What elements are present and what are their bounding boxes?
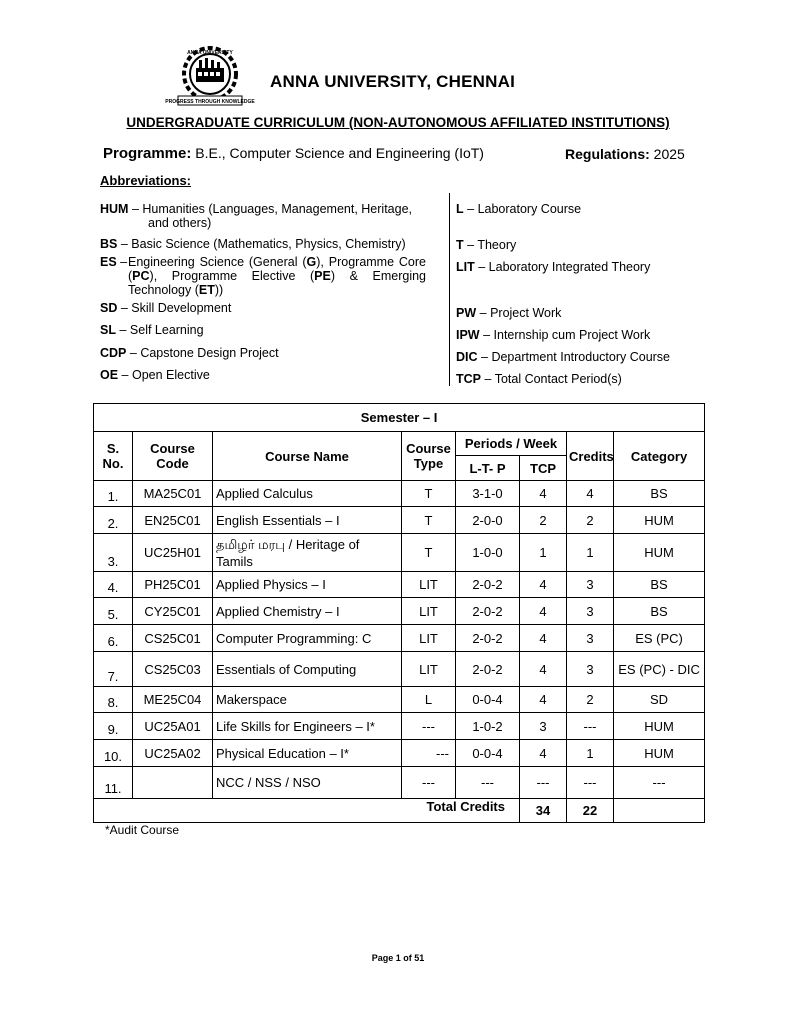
cell-sno: 3.: [94, 534, 133, 572]
cell-ltp: 1-0-2: [456, 713, 520, 740]
cell-tcp: 4: [520, 481, 567, 507]
cell-course-code: CY25C01: [133, 598, 213, 625]
cell-credits: 2: [567, 687, 614, 713]
cell-ltp: 2-0-2: [456, 572, 520, 598]
cell-ltp: ---: [456, 767, 520, 799]
total-credits: 22: [567, 799, 614, 823]
cell-ltp: 1-0-0: [456, 534, 520, 572]
cell-course-code: UC25A01: [133, 713, 213, 740]
table-row: [94, 507, 705, 534]
cell-course-type: T: [402, 507, 456, 534]
cell-course-code: UC25H01: [133, 534, 213, 572]
cell-tcp: 4: [520, 572, 567, 598]
header-ltp: L-T- P: [456, 456, 520, 481]
university-title: ANNA UNIVERSITY, CHENNAI: [270, 72, 516, 91]
cell-course-name: Applied Calculus: [213, 481, 402, 507]
cell-course-code: ME25C04: [133, 687, 213, 713]
cell-sno: 6.: [94, 625, 133, 652]
cell-credits: 3: [567, 652, 614, 687]
cell-course-name: Applied Chemistry – I: [213, 598, 402, 625]
cell-ltp: 2-0-2: [456, 625, 520, 652]
cell-sno: 4.: [94, 572, 133, 598]
cell-ltp: 2-0-2: [456, 652, 520, 687]
cell-course-name: Applied Physics – I: [213, 572, 402, 598]
abbr-sl: SL – Self Learning: [100, 323, 204, 337]
cell-sno: 11.: [94, 767, 133, 799]
header-category: Category: [614, 432, 705, 481]
cell-tcp: 1: [520, 534, 567, 572]
svg-text:ANNA UNIVERSITY: ANNA UNIVERSITY: [187, 50, 233, 56]
abbr-es: ES – Engineering Science (General (G), Programme Core (PC), Programme Elective (PE) & Emerging Technology (ET)): [100, 255, 426, 297]
regulations-value: 2025: [653, 146, 685, 162]
cell-tcp: 2: [520, 507, 567, 534]
curriculum-subtitle: UNDERGRADUATE CURRICULUM (NON-AUTONOMOUS AFFILIATED INSTITUTIONS): [126, 115, 670, 130]
cell-tcp: 4: [520, 625, 567, 652]
abbr-pw: PW – Project Work: [456, 306, 562, 320]
cell-course-name: English Essentials – I: [213, 507, 402, 534]
semester-table: [93, 403, 705, 823]
cell-credits: 3: [567, 598, 614, 625]
cell-credits: 3: [567, 572, 614, 598]
cell-category: BS: [614, 598, 705, 625]
cell-course-type: ---: [402, 713, 456, 740]
cell-tcp: 4: [520, 598, 567, 625]
total-label: Total Credits: [94, 799, 520, 823]
cell-category: SD: [614, 687, 705, 713]
cell-course-name: Computer Programming: C: [213, 625, 402, 652]
table-row: [94, 625, 705, 652]
table-row: [94, 534, 705, 572]
programme-value: B.E., Computer Science and Engineering (IoT): [195, 145, 484, 161]
page-number: Page 1 of 51: [371, 953, 425, 963]
cell-sno: 9.: [94, 713, 133, 740]
header-course-code: Course Code: [133, 432, 213, 481]
header-sno: S. No.: [94, 432, 133, 481]
university-logo: [165, 44, 255, 112]
total-row: [94, 799, 705, 823]
abbr-l: L – Laboratory Course: [456, 202, 582, 216]
cell-tcp: 4: [520, 740, 567, 767]
table-row: [94, 713, 705, 740]
header-credits: Credits: [567, 432, 614, 481]
cell-credits: 2: [567, 507, 614, 534]
cell-course-type: LIT: [402, 598, 456, 625]
abbr-hum: HUM – Humanities (Languages, Management, Heritage, and others): [100, 202, 412, 230]
cell-ltp: 0-0-4: [456, 740, 520, 767]
cell-course-type: T: [402, 534, 456, 572]
cell-sno: 8.: [94, 687, 133, 713]
cell-category: ES (PC) - DIC: [614, 652, 705, 687]
regulations-label: Regulations:: [565, 146, 650, 162]
cell-sno: 5.: [94, 598, 133, 625]
cell-ltp: 3-1-0: [456, 481, 520, 507]
cell-course-name: Makerspace: [213, 687, 402, 713]
cell-tcp: 4: [520, 652, 567, 687]
table-row: [94, 572, 705, 598]
cell-tcp: ---: [520, 767, 567, 799]
abbreviations-divider: [449, 193, 450, 386]
cell-credits: 1: [567, 740, 614, 767]
cell-tcp: 4: [520, 687, 567, 713]
cell-ltp: 2-0-2: [456, 598, 520, 625]
cell-category: BS: [614, 481, 705, 507]
abbr-dic: DIC – Department Introductory Course: [456, 350, 671, 364]
programme-line: [103, 145, 484, 162]
cell-credits: ---: [567, 713, 614, 740]
cell-course-code: CS25C03: [133, 652, 213, 687]
abbr-tcp: TCP – Total Contact Period(s): [456, 372, 622, 386]
cell-credits: ---: [567, 767, 614, 799]
abbr-bs: BS – Basic Science (Mathematics, Physics, Chemistry): [100, 237, 406, 251]
cell-credits: 3: [567, 625, 614, 652]
cell-sno: 1.: [94, 481, 133, 507]
cell-category: BS: [614, 572, 705, 598]
abbr-ipw: IPW – Internship cum Project Work: [456, 328, 651, 342]
table-row: [94, 598, 705, 625]
cell-credits: 4: [567, 481, 614, 507]
header-tcp: TCP: [520, 456, 567, 481]
cell-sno: 2.: [94, 507, 133, 534]
cell-category: ---: [614, 767, 705, 799]
total-category-empty: [614, 799, 705, 823]
cell-course-type: LIT: [402, 652, 456, 687]
header-course-type: Course Type: [402, 432, 456, 481]
cell-course-type: T: [402, 481, 456, 507]
table-row: [94, 740, 705, 767]
cell-ltp: 0-0-4: [456, 687, 520, 713]
cell-category: HUM: [614, 507, 705, 534]
abbr-t: T – Theory: [456, 238, 517, 252]
table-row: [94, 767, 705, 799]
table-row: [94, 481, 705, 507]
cell-category: ES (PC): [614, 625, 705, 652]
cell-category: HUM: [614, 534, 705, 572]
cell-course-code: UC25A02: [133, 740, 213, 767]
cell-credits: 1: [567, 534, 614, 572]
semester-title: Semester – I: [94, 404, 705, 432]
svg-text:PROGRESS THROUGH KNOWLEDGE: PROGRESS THROUGH KNOWLEDGE: [165, 99, 255, 105]
cell-course-name: Life Skills for Engineers – I*: [213, 713, 402, 740]
programme-label: Programme:: [103, 145, 192, 162]
cell-course-type: L: [402, 687, 456, 713]
cell-course-name: தமிழர் மரபு / Heritage of Tamils: [213, 534, 402, 572]
cell-course-name: Essentials of Computing: [213, 652, 402, 687]
regulations-line: [565, 146, 685, 162]
cell-category: HUM: [614, 740, 705, 767]
cell-course-type: LIT: [402, 572, 456, 598]
abbr-oe: OE – Open Elective: [100, 368, 210, 382]
cell-course-type: ---: [402, 767, 456, 799]
cell-course-code: EN25C01: [133, 507, 213, 534]
table-row: [94, 652, 705, 687]
cell-ltp: 2-0-0: [456, 507, 520, 534]
abbreviations-heading: Abbreviations:: [100, 173, 192, 188]
header-periods: Periods / Week: [456, 432, 567, 456]
cell-course-type: LIT: [402, 625, 456, 652]
footnote: *Audit Course: [105, 823, 180, 837]
table-row: [94, 687, 705, 713]
cell-tcp: 3: [520, 713, 567, 740]
abbr-sd: SD – Skill Development: [100, 301, 232, 315]
total-tcp: 34: [520, 799, 567, 823]
cell-course-name: Physical Education – I*: [213, 740, 402, 767]
cell-sno: 10.: [94, 740, 133, 767]
header-course-name: Course Name: [213, 432, 402, 481]
cell-course-code: CS25C01: [133, 625, 213, 652]
cell-category: HUM: [614, 713, 705, 740]
cell-sno: 7.: [94, 652, 133, 687]
cell-course-code: MA25C01: [133, 481, 213, 507]
cell-course-name: NCC / NSS / NSO: [213, 767, 402, 799]
abbr-lit: LIT – Laboratory Integrated Theory: [456, 260, 651, 274]
cell-course-code: PH25C01: [133, 572, 213, 598]
cell-course-code: [133, 767, 213, 799]
abbr-cdp: CDP – Capstone Design Project: [100, 346, 279, 360]
cell-course-type: ---: [402, 740, 456, 767]
